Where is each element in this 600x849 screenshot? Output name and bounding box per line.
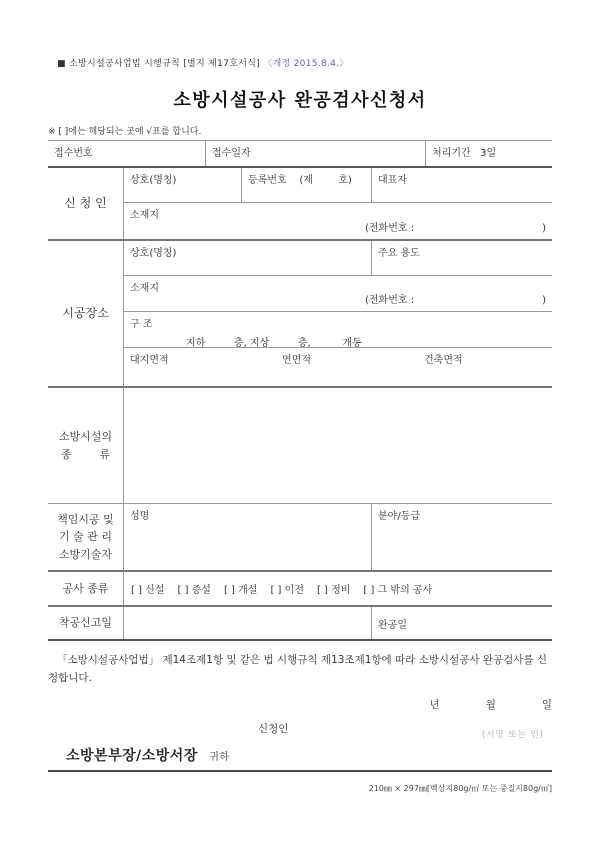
site-phone-line — [365, 291, 546, 306]
worktype-section — [48, 572, 552, 605]
site-row-1 — [124, 241, 552, 276]
applicant-address-cell — [124, 203, 552, 239]
worktype-section-label: 공사 종류 — [62, 581, 109, 595]
addressee-line — [66, 745, 230, 765]
processing-period-cell: 처리기간 3일 — [425, 141, 552, 166]
applicant-row-1 — [124, 168, 552, 203]
applicant-section — [48, 168, 552, 239]
applicant-phone-line — [365, 219, 546, 234]
applicant-address-label: 소재지 — [130, 210, 159, 221]
engineer-name-cell: 성명 — [130, 511, 150, 522]
engineer-section-body — [123, 504, 552, 570]
site-phone-label: (전화번호 : — [365, 295, 415, 306]
facilities-entry-area — [123, 388, 552, 503]
site-use-cell: 주요 용도 — [371, 241, 552, 275]
day-label: 일 — [541, 699, 552, 711]
applicant-section-label: 신 청 인 — [64, 196, 107, 211]
revision-note: 〈개정 2015.8.4.〉 — [263, 59, 349, 69]
engineer-label-line2: 기 술 관 리 — [59, 530, 112, 544]
site-structure-cell — [124, 312, 552, 348]
site-address-cell — [124, 276, 552, 312]
facilities-label-line2: 종 류 — [60, 447, 111, 461]
checkbox-instruction: ※ [ ]에는 해당되는 곳에 √표를 합니다. — [48, 127, 202, 137]
page-title: 소방시설공사 완공검사신청서 — [173, 90, 427, 111]
applicant-name-cell: 상호(명칭) — [130, 175, 177, 186]
dates-section-body — [123, 607, 552, 639]
applicant-section-body — [123, 168, 552, 239]
engineer-label-line1: 책임시공 및 — [57, 512, 114, 526]
applicant-signature-line — [48, 721, 552, 745]
worktype-option-relocation: [ ] 이전 — [270, 585, 304, 596]
engineer-grade-cell: 분야/등급 — [371, 504, 552, 570]
site-section-body — [123, 241, 552, 386]
signature-or-seal-note: (서명 또는 인) — [481, 730, 544, 740]
worktype-option-new: [ ] 신설 — [131, 585, 165, 596]
site-name-cell: 상호(명칭) — [130, 248, 177, 259]
worktype-option-reconstruction: [ ] 개설 — [223, 585, 258, 596]
applicant-phone-label: (전화번호 : — [365, 223, 415, 234]
site-area-building-label: 건축면적 — [424, 355, 463, 366]
addressee-honorific: 귀하 — [209, 752, 230, 763]
month-label: 월 — [485, 699, 496, 711]
application-form-table — [48, 140, 552, 641]
site-structure-label: 구 조 — [130, 319, 153, 330]
date-line — [48, 697, 566, 712]
site-area-total-label: 연면적 — [282, 355, 311, 366]
site-area-row — [124, 348, 552, 386]
facilities-label-line1: 소방시설의 — [58, 429, 113, 443]
receipt-number-cell: 접수번호 — [54, 148, 93, 159]
start-date-label: 착공신고일 — [58, 616, 113, 630]
site-area-land-label: 대지면적 — [130, 355, 169, 366]
start-date-entry-cell — [124, 607, 371, 639]
engineer-section-label — [48, 504, 123, 570]
site-structure-detail: 지하 층, 지상 층, 개동 — [186, 338, 362, 349]
receipt-date-cell: 접수일자 — [205, 141, 425, 166]
engineer-section — [48, 504, 552, 570]
worktype-options-row — [123, 572, 552, 605]
bottom-divider — [48, 770, 552, 772]
applicant-representative-cell: 대표자 — [371, 168, 552, 202]
facilities-section — [48, 388, 552, 504]
dates-section — [48, 607, 552, 641]
site-address-label: 소재지 — [130, 283, 159, 294]
facilities-section-label — [48, 388, 123, 503]
site-phone-close: ) — [542, 295, 546, 306]
paper-spec-note: 210㎜ × 297㎜[백상지80g/㎡ 또는 중질지80g/㎡] — [368, 784, 552, 793]
site-section-label: 시공장소 — [62, 306, 109, 321]
engineer-label-line3: 소방기술자 — [58, 547, 113, 561]
regulation-note-text: ■ 소방시설공사업법 시행규칙 [별지 제17호서식] — [57, 59, 261, 69]
year-label: 년 — [429, 699, 440, 711]
addressee-title: 소방본부장/소방서장 — [66, 748, 198, 764]
applicant-regno-cell: 등록번호 (제 호) — [241, 168, 371, 202]
completion-date-cell: 완공일 — [371, 607, 552, 639]
declaration-text: 「소방시설공사업법」 제14조제1항 및 같은 법 시행규칙 제13조제1항에 따라 소방시설공사 완공검사를 신청합니다. — [48, 654, 548, 684]
regulation-note — [57, 56, 349, 69]
worktype-option-maintenance: [ ] 정비 — [316, 585, 351, 596]
applicant-phone-close: ) — [542, 223, 546, 234]
site-section — [48, 241, 552, 386]
worktype-option-extension: [ ] 증설 — [177, 585, 211, 596]
applicant-signature-label: 신청인 — [258, 723, 289, 735]
worktype-option-other: [ ] 그 밖의 공사 — [363, 585, 433, 596]
receipt-row — [48, 141, 552, 168]
